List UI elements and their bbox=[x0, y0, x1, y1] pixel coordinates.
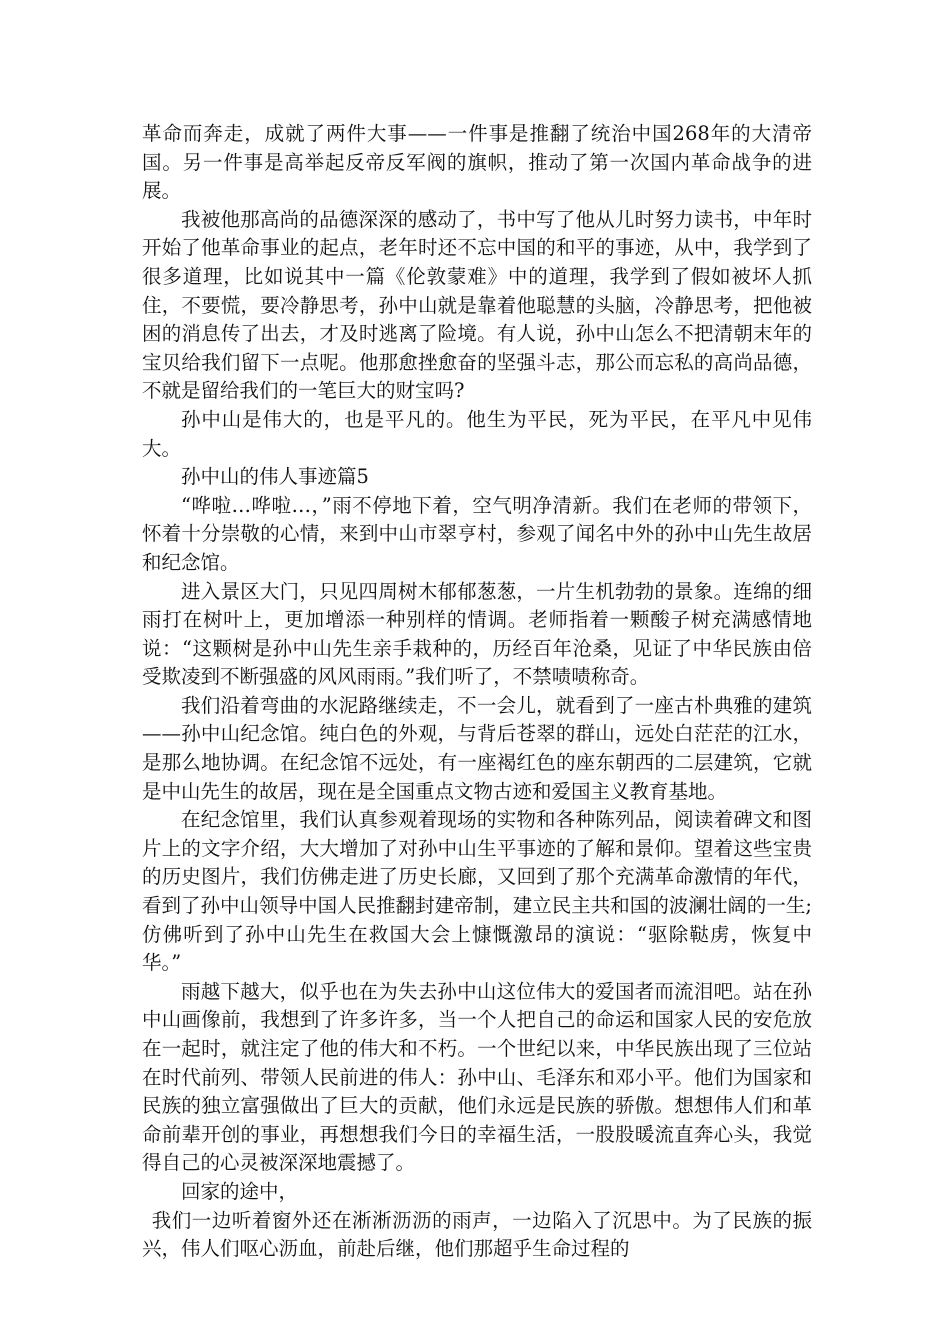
paragraph-reflection: 我们一边听着窗外还在淅淅沥沥的雨声，一边陷入了沉思中。为了民族的振兴，伟人们呕心沥血，前赴后继，他们那超乎生命过程的 bbox=[142, 1208, 812, 1261]
paragraph-revolution-continued: 革命而奔走，成就了两件大事——一件事是推翻了统治中国268年的大清帝国。另一件事是高举起反帝反军阀的旗帜，推动了第一次国内革命战争的进展。 bbox=[142, 122, 812, 203]
paragraph-heavier-rain: 雨越下越大，似乎也在为失去孙中山这位伟大的爱国者而流泪吧。站在孙中山画像前，我想到了许多许多，当一个人把自己的命运和国家人民的安危放在一起时，就注定了他的伟大和不朽。一个世纪以来，中华民族出现了三位站在时代前列、带领人民前进的伟人：孙中山、毛泽东和邓小平。他们为国家和民族的独立富强做出了巨大的贡献，他们永远是民族的骄傲。想想伟人们和革命前辈开创的事业，再想想我们今日的幸福生活，一股股暖流直奔心头，我觉得自己的心灵被深深地震撼了。 bbox=[142, 979, 812, 1175]
paragraph-rain-visit: “哗啦…哗啦…，”雨不停地下着，空气明净清新。我们在老师的带领下，怀着十分崇敬的心情，来到中山市翠亨村，参观了闻名中外的孙中山先生故居和纪念馆。 bbox=[142, 493, 812, 574]
document-body bbox=[142, 120, 812, 1264]
paragraph-scenic-gate: 进入景区大门，只见四周树木郁郁葱葱，一片生机勃勃的景象。连绵的细雨打在树叶上，更加增添一种别样的情调。老师指着一颗酸子树充满感情地说：“这颗树是孙中山先生亲手栽种的，历经百年沧桑，见证了中华民族由倍受欺凌到不断强盛的风风雨雨。”我们听了，不禁啧啧称奇。 bbox=[142, 579, 812, 689]
paragraph-moved-by-character: 我被他那高尚的品德深深的感动了，书中写了他从儿时努力读书，中年时开始了他革命事业的起点，老年时还不忘中国的和平的事迹，从中，我学到了很多道理，比如说其中一篇《伦敦蒙难》中的道理，我学到了假如被坏人抓住，不要慌，要冷静思考，孙中山就是靠着他聪慧的头脑，冷静思考，把他被困的消息传了出去，才及时逃离了险境。有人说，孙中山怎么不把清朝末年的宝贝给我们留下一点呢。他那愈挫愈奋的坚强斗志，那公而忘私的高尚品德，不就是留给我们的一笔巨大的财宝吗? bbox=[142, 207, 812, 403]
paragraph-way-home: 回家的途中， bbox=[181, 1179, 299, 1203]
paragraph-memorial-hall: 我们沿着弯曲的水泥路继续走，不一会儿，就看到了一座古朴典雅的建筑——孙中山纪念馆。纯白色的外观，与背后苍翠的群山，远处白茫茫的江水，是那么地协调。在纪念馆不远处，有一座褐红色的座东朝西的二层建筑，它就是中山先生的故居，现在是全国重点文物古迹和爱国主义教育基地。 bbox=[142, 693, 812, 803]
paragraph-inside-memorial: 在纪念馆里，我们认真参观着现场的实物和各种陈列品，阅读着碑文和图片上的文字介绍，大大增加了对孙中山生平事迹的了解和景仰。望着这些宝贵的历史图片，我们仿佛走进了历史长廊，又回到了那个充满革命激情的年代，看到了孙中山领导中国人民推翻封建帝制，建立民主共和国的波澜壮阔的一生;仿佛听到了孙中山先生在救国大会上慷慨激昂的演说：“驱除鞑虏，恢复中华。” bbox=[142, 808, 812, 975]
paragraph-great-and-ordinary: 孙中山是伟大的，也是平凡的。他生为平民，死为平民，在平凡中见伟大。 bbox=[142, 407, 812, 460]
section-heading-part-5: 孙中山的伟人事迹篇5 bbox=[181, 465, 369, 489]
